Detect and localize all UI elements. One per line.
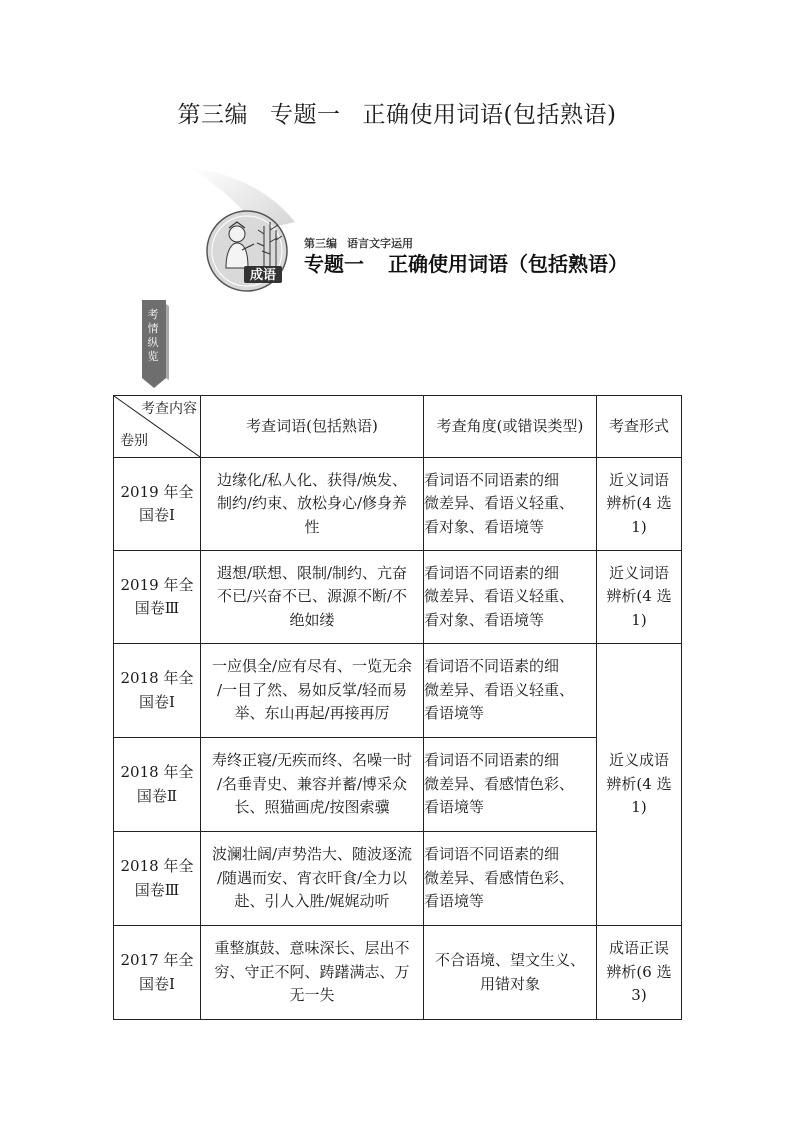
words-text: /随遇而安、宵衣旰食/全力以 [216, 868, 408, 887]
words-text: 重整旗鼓、意味深长、层出不 [214, 939, 410, 958]
form-cell [597, 644, 682, 926]
header-words: 考查词语(包括熟语) [201, 396, 424, 458]
paper-cell [114, 458, 201, 551]
table-header-row [114, 396, 682, 458]
form-text: 辨析(4 选 1) [606, 774, 672, 817]
paper-text: 国卷Ⅰ [139, 974, 175, 993]
title-part-subject: 正确使用词语(包括熟语) [362, 102, 617, 128]
words-text: 制约/约束、放松身心/修身养 [216, 494, 408, 513]
angle-text: 看语境等 [424, 892, 485, 911]
chapter-banner [140, 160, 700, 310]
angle-text: 看语境等 [424, 704, 485, 723]
angle-text: 微差异、看语义轻重、 [424, 680, 575, 699]
words-text: 波澜壮阔/声势浩大、随波逐流 [211, 845, 413, 864]
banner-section: 语言文字运用 [347, 237, 413, 250]
angle-text: 用错对象 [479, 974, 540, 993]
words-cell [201, 832, 424, 926]
table-row [114, 551, 682, 644]
angle-text: 看词语不同语素的细 [424, 563, 560, 582]
angle-text: 看对象、看语境等 [424, 610, 545, 629]
words-text: 寿终正寝/无疾而终、名噪一时 [211, 751, 413, 770]
form-text: 辨析(4 选 1) [606, 494, 672, 536]
paper-cell [114, 644, 201, 738]
form-cell [597, 551, 682, 644]
table-row [114, 458, 682, 551]
paper-text: 2019 年全 [120, 482, 194, 501]
form-text: 近义成语 [608, 751, 669, 770]
header-angle: 考查角度(或错误类型) [424, 396, 597, 458]
banner-topic-title: 正确使用词语（包括熟语） [388, 252, 628, 276]
words-cell [201, 926, 424, 1020]
title-part-topic: 专题一 [270, 102, 341, 128]
words-text: 性 [304, 517, 320, 536]
paper-text: 2018 年全 [120, 857, 194, 875]
words-cell [201, 551, 424, 644]
words-text: /一目了然、易如反掌/轻而易 [216, 680, 408, 699]
paper-text: 国卷Ⅲ [134, 599, 180, 617]
angle-text: 微差异、看感情色彩、 [424, 774, 575, 793]
angle-text: 看词语不同语素的细 [424, 657, 560, 676]
angle-text: 微差异、看语义轻重、 [424, 494, 575, 513]
words-text: 穷、守正不阿、踌躇满志、万 [214, 962, 410, 981]
angle-cell [424, 738, 597, 832]
header-content-label: 考查内容 [141, 401, 197, 417]
table-row [114, 926, 682, 1020]
paper-text: 2018 年全 [120, 669, 194, 687]
words-cell [201, 644, 424, 738]
angle-cell [424, 551, 597, 644]
paper-text: 2017 年全 [120, 951, 194, 969]
words-text: 绝如缕 [289, 610, 335, 629]
side-tab-label [140, 308, 166, 364]
table-row [114, 832, 682, 926]
emblem-label: 成语 [249, 268, 277, 283]
angle-text: 看词语不同语素的细 [424, 751, 560, 770]
angle-text: 看词语不同语素的细 [424, 470, 560, 489]
side-tab [140, 300, 170, 388]
header-diagonal-cell [114, 396, 201, 458]
form-text: 近义词语 [608, 470, 669, 489]
words-text: /名垂青史、兼容并蓄/博采众 [216, 774, 408, 793]
angle-text: 不合语境、望文生义、 [434, 951, 585, 969]
paper-text: 国卷Ⅰ [139, 506, 175, 524]
words-text: 遐想/联想、限制/制约、亢奋 [216, 563, 408, 582]
words-cell [201, 458, 424, 551]
angle-text: 看对象、看语境等 [424, 517, 545, 536]
paper-text: 国卷Ⅱ [136, 786, 178, 805]
words-text: 无一失 [289, 986, 335, 1005]
banner-heading [304, 248, 628, 277]
angle-text: 看语境等 [424, 798, 485, 817]
words-text: 长、照猫画虎/按图索骥 [234, 798, 390, 817]
table-row [114, 738, 682, 832]
angle-text: 微差异、看语义轻重、 [424, 587, 575, 606]
form-text: 成语正误 [608, 939, 669, 958]
table-row [114, 644, 682, 738]
angle-cell [424, 458, 597, 551]
paper-cell [114, 738, 201, 832]
words-text: 举、东山再起/再接再厉 [234, 704, 390, 723]
header-form: 考查形式 [597, 396, 682, 458]
page-title [0, 96, 794, 129]
title-part-volume: 第三编 [177, 102, 249, 128]
exam-overview-table [113, 395, 682, 1020]
paper-cell [114, 832, 201, 926]
paper-text: 2018 年全 [120, 763, 194, 781]
angle-text: 看词语不同语素的细 [424, 845, 560, 864]
form-cell [597, 926, 682, 1020]
form-cell [597, 458, 682, 551]
paper-cell [114, 551, 201, 644]
angle-cell [424, 644, 597, 738]
side-tab-text: 考情纵览 [147, 308, 159, 363]
paper-text: 国卷Ⅰ [139, 692, 175, 711]
paper-text: 国卷Ⅲ [134, 880, 180, 899]
idiom-emblem [204, 208, 290, 294]
form-text: 近义词语 [608, 563, 669, 582]
words-cell [201, 738, 424, 832]
banner-topic: 专题一 [304, 252, 364, 276]
words-text: 赴、引人入胜/娓娓动听 [234, 892, 390, 911]
words-text: 边缘化/私人化、获得/焕发、 [216, 470, 408, 489]
form-text: 辨析(4 选 1) [606, 587, 672, 629]
words-text: 不已/兴奋不已、源源不断/不 [216, 587, 408, 606]
angle-cell [424, 832, 597, 926]
banner-volume: 第三编 [304, 237, 337, 250]
words-text: 一应俱全/应有尽有、一览无余 [211, 657, 413, 676]
angle-cell [424, 926, 597, 1020]
header-paper-label: 卷别 [120, 433, 148, 449]
angle-text: 微差异、看感情色彩、 [424, 868, 575, 887]
form-text: 辨析(6 选 3) [606, 962, 672, 1005]
paper-text: 2019 年全 [120, 575, 194, 594]
paper-cell [114, 926, 201, 1020]
